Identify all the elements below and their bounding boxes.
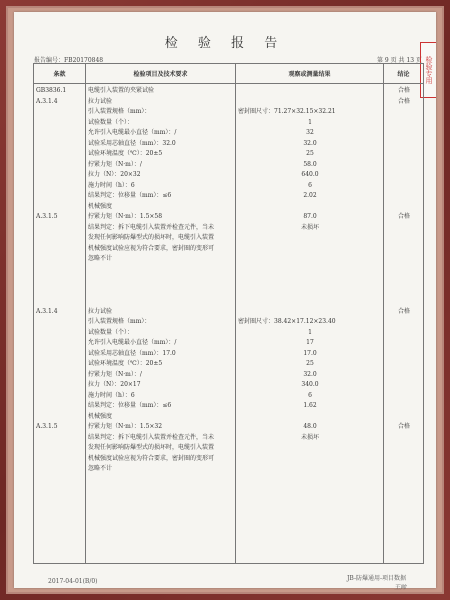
item-line: 忽略不计 [88,465,113,472]
conclusion-value: 合格 [397,87,410,94]
inspection-stamp: 检验专用 [420,42,436,98]
item-line: 引入装置规格（mm）： [88,108,151,115]
table-body-row [34,84,424,564]
result-column [236,84,384,564]
header-conclusion: 结论 [384,64,424,84]
conclusion-value: 合格 [397,307,410,315]
result-value: 17 [306,339,314,346]
item-line: 电缆引入装置的夹紧试验 [88,87,155,94]
item-line: 试验采用芯轴直径（mm）：17.0 [88,349,176,357]
item-line: 结果判定：位移量（mm）：≤6 [88,192,172,199]
footer-form-code: JB-防爆通用-项目数据 [347,575,406,582]
item-line: 拉力试验 [88,307,113,315]
result-value: 32.0 [303,139,317,147]
footer-date: 2017-04-01(B/0) [48,578,98,585]
item-line: 允许引入电缆最小直径（mm）：/ [88,339,177,346]
item-line: 试验数量（个）： [88,328,134,336]
result-value: 1 [308,118,312,126]
item-line: 发现任何影响防爆型式的损坏时，电缆引入装置 [88,234,215,241]
item-line: 试验环境温度（℃）：20±5 [88,360,163,367]
header-clause: 条款 [34,64,86,84]
item-line: 拉力（N）：20×17 [88,381,141,388]
result-value: 密封圈尺寸：38.42×17.12×23.40 [238,318,336,325]
conclusion-value: 合格 [397,213,410,220]
item-line: 机械强度试验应视为符合要求，密封圈的变形可 [88,454,215,462]
conclusion-value: 合格 [397,97,410,105]
result-value: 48.0 [303,423,317,430]
result-value: 1 [308,328,312,336]
result-value: 17.0 [303,349,317,357]
result-value: 32 [306,129,314,136]
item-line: 试验数量（个）： [88,118,134,126]
item-line: 引入装置规格（mm）： [88,318,151,325]
conclusion-value: 合格 [397,423,410,430]
item-line: 试验环境温度（℃）：20±5 [88,150,163,157]
item-line: 机械强度试验应视为符合要求，密封圈的变形可 [88,244,215,252]
result-value: 2.02 [303,192,317,199]
item-line: 发现任何影响防爆型式的损坏时，电缆引入装置 [88,444,215,451]
item-line: 拧紧力矩（N·m）：/ [88,160,142,168]
table-header-row [34,64,424,84]
result-value: 1.62 [303,402,317,409]
report-paper [14,12,436,591]
result-value: 25 [306,360,314,367]
clause-cell: A.3.1.5 [36,213,58,220]
report-number: 报告编号：FB20170848 [34,57,104,64]
clause-cell: A.3.1.4 [36,307,58,315]
footer-signature: 王帅 [393,584,406,591]
clause-cell: GB3836.1 [36,87,67,94]
item-line: 允许引入电缆最小直径（mm）：/ [88,129,177,136]
result-value: 32.0 [303,370,317,378]
result-value: 58.0 [303,160,317,168]
result-value: 未损坏 [300,223,319,231]
item-line: 拧紧力矩（N·m）：/ [88,370,142,378]
result-value: 25 [306,150,314,157]
result-value: 87.0 [303,213,317,220]
inspection-table [33,63,424,564]
item-line: 试验采用芯轴直径（mm）：32.0 [88,139,176,147]
item-line: 机械强度 [88,202,113,210]
page-title: 检 验 报 告 [164,36,286,51]
item-line: 结果判定：拆下电缆引入装置并检查元件，当未 [88,433,215,441]
item-line: 拧紧力矩（N·m）：1.5×32 [88,423,163,430]
result-value: 未损坏 [300,433,319,441]
conclusion-column [384,84,424,564]
result-value: 6 [308,391,312,399]
item-line: 施力时间（h）：6 [88,181,135,189]
item-line: 施力时间（h）：6 [88,391,135,399]
item-line: 忽略不计 [88,255,113,262]
clause-cell: A.3.1.4 [36,97,58,105]
result-value: 密封圈尺寸：71.27×32.15×32.21 [238,108,336,115]
result-value: 640.0 [301,171,319,178]
header-result: 观察或测量结果 [236,64,384,84]
result-value: 6 [308,181,312,189]
clause-cell: A.3.1.5 [36,423,58,430]
result-value: 340.0 [301,381,319,388]
page-number: 第 9 页 共 13 页 [377,57,422,64]
item-column [86,84,236,564]
item-line: 机械强度 [88,412,113,420]
header-item: 检验项目及技术要求 [86,64,236,84]
item-line: 结果判定：拆下电缆引入装置并检查元件，当未 [88,223,215,231]
item-line: 结果判定：位移量（mm）：≤6 [88,402,172,409]
footer-info [347,573,406,591]
item-line: 拉力试验 [88,97,113,105]
item-line: 拧紧力矩（N·m）：1.5×58 [88,213,163,220]
item-line: 拉力（N）：20×32 [88,171,141,178]
clause-column [34,84,86,564]
